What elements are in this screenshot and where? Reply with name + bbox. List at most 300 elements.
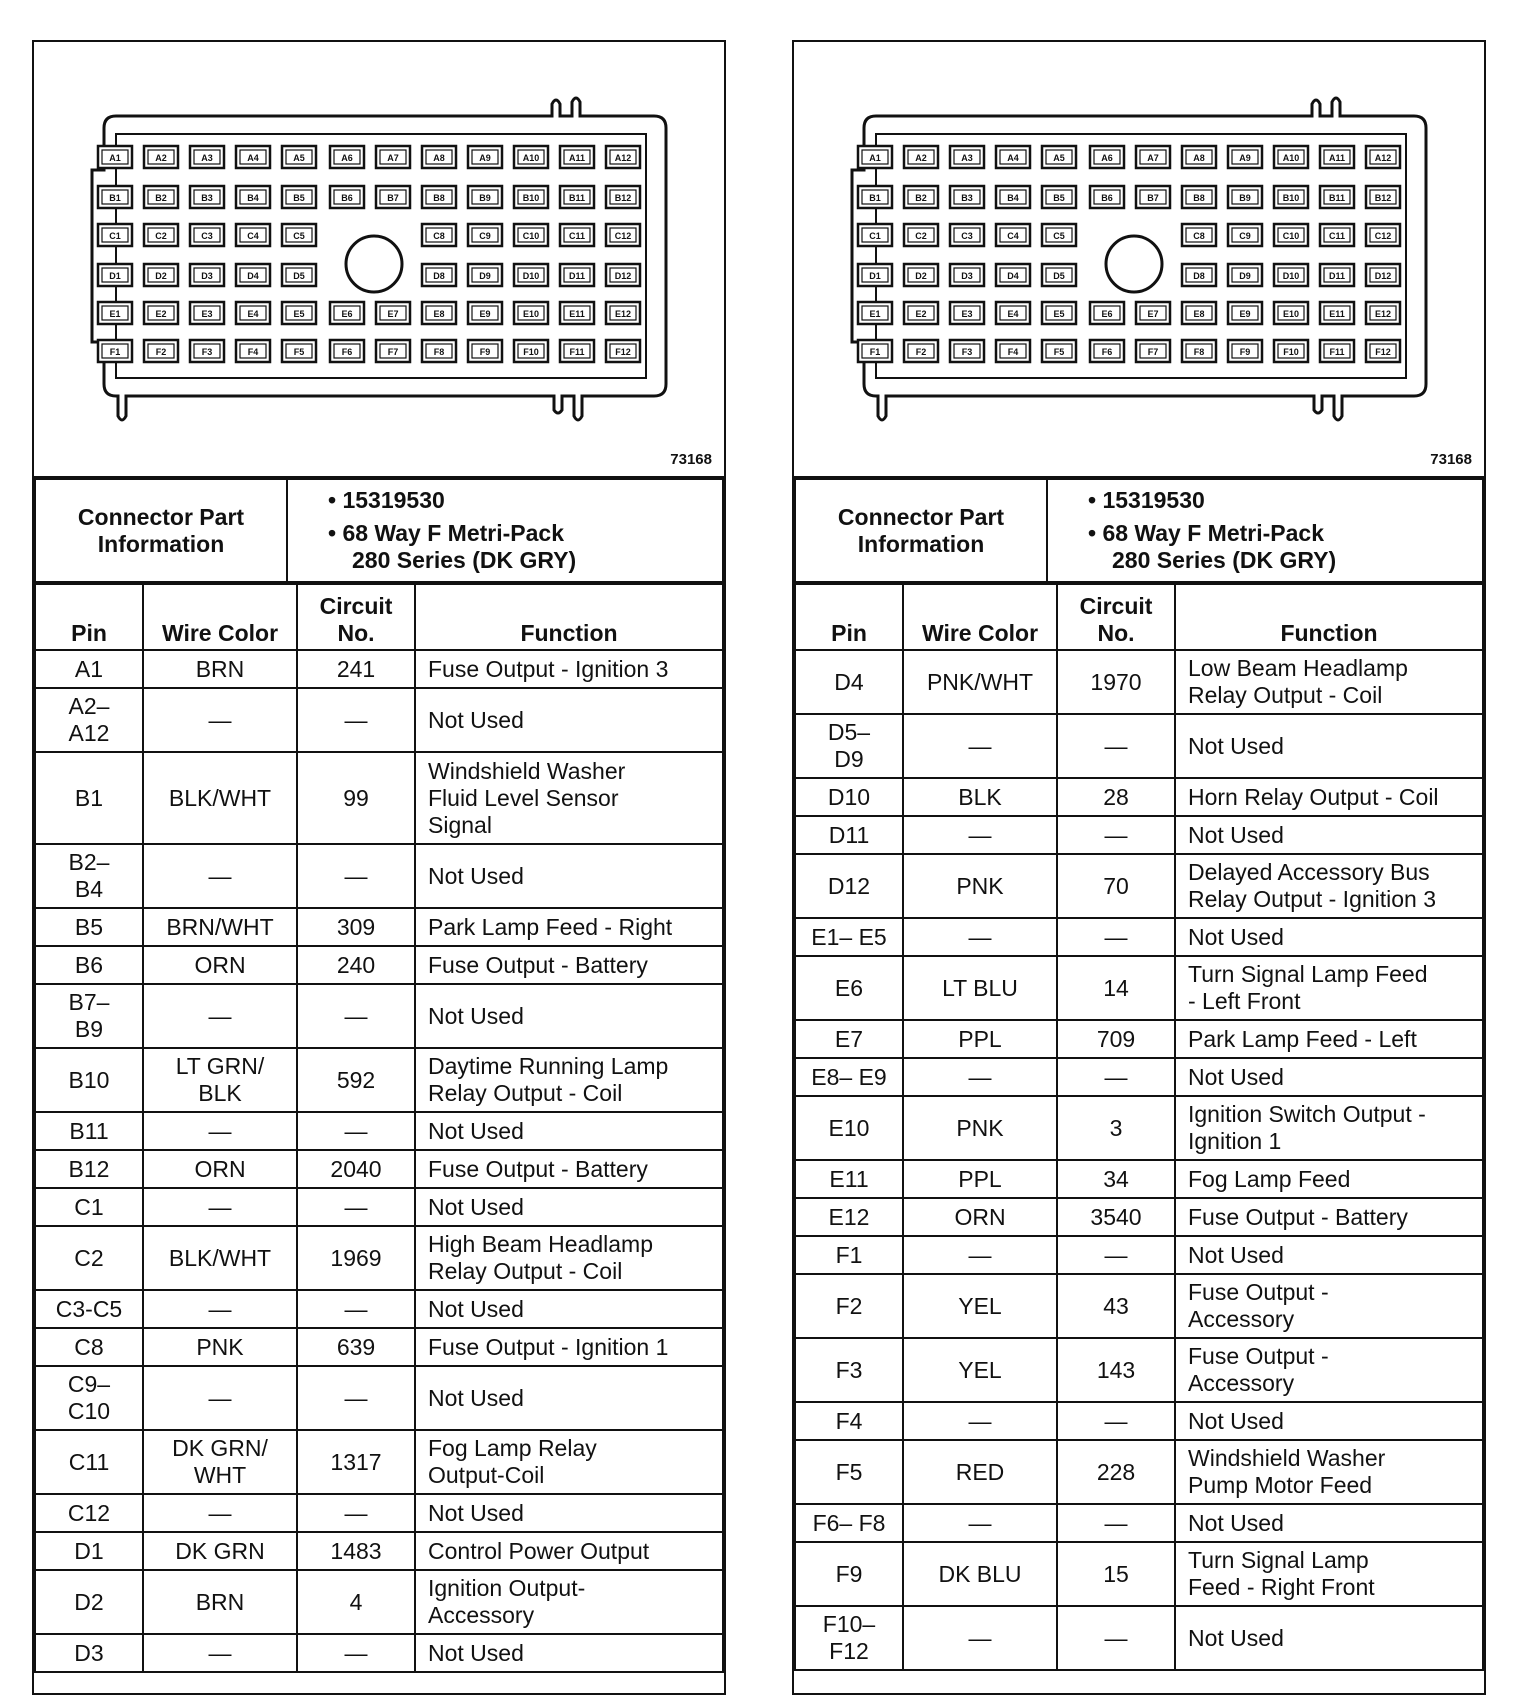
header-circuit-line: No. bbox=[1097, 620, 1135, 646]
table-row bbox=[35, 650, 723, 688]
pin-cavity-label: F4 bbox=[247, 347, 259, 357]
function-cell: Low Beam Headlamp Relay Output - Coil bbox=[1175, 650, 1483, 714]
pin-cavity-label: B12 bbox=[1374, 193, 1392, 203]
function-cell: Daytime Running Lamp Relay Output - Coil bbox=[415, 1048, 723, 1112]
table-row bbox=[35, 688, 723, 752]
circuit-cell: — bbox=[297, 688, 415, 752]
table-row bbox=[795, 1606, 1483, 1670]
pin-cavity-label: A2 bbox=[155, 153, 167, 163]
pin-cavity-label: B2 bbox=[915, 193, 927, 203]
circuit-cell: 1969 bbox=[297, 1226, 415, 1290]
wire-color-cell: RED bbox=[903, 1440, 1057, 1504]
pin-cavity-label: E3 bbox=[201, 309, 213, 319]
header-pin: Pin bbox=[795, 584, 903, 650]
header-wire-color: Wire Color bbox=[903, 584, 1057, 650]
header-circuit-line: Circuit bbox=[319, 593, 393, 619]
pin-cavity-label: F8 bbox=[1193, 347, 1205, 357]
circuit-cell: — bbox=[297, 1366, 415, 1430]
pin-cavity-label: D4 bbox=[247, 271, 259, 281]
pin-cell: B7– B9 bbox=[35, 984, 143, 1048]
wire-color-cell: — bbox=[903, 816, 1057, 854]
pin-cavity-label: C12 bbox=[614, 231, 632, 241]
table-row bbox=[795, 854, 1483, 918]
function-cell: Park Lamp Feed - Left bbox=[1175, 1020, 1483, 1058]
wire-color-cell: — bbox=[903, 1058, 1057, 1096]
pin-cell: E11 bbox=[795, 1160, 903, 1198]
pin-cavity-label: E7 bbox=[387, 309, 399, 319]
wire-color-cell: — bbox=[143, 1634, 297, 1672]
connector-center-hole bbox=[1106, 236, 1162, 292]
pin-cell: D10 bbox=[795, 778, 903, 816]
pin-cavity-label: C10 bbox=[1282, 231, 1300, 241]
pin-cavity-label: B6 bbox=[1101, 193, 1113, 203]
wire-color-cell: LT GRN/ BLK bbox=[143, 1048, 297, 1112]
pin-cavity-label: C11 bbox=[1328, 231, 1346, 241]
wire-color-cell: DK BLU bbox=[903, 1542, 1057, 1606]
pin-cell: D12 bbox=[795, 854, 903, 918]
header-circuit bbox=[1057, 584, 1175, 650]
pin-cavity-label: F3 bbox=[961, 347, 973, 357]
table-row bbox=[35, 946, 723, 984]
table-row bbox=[795, 714, 1483, 778]
pin-cell: D5– D9 bbox=[795, 714, 903, 778]
pin-cavity-label: D5 bbox=[293, 271, 305, 281]
wire-color-cell: LT BLU bbox=[903, 956, 1057, 1020]
pin-cell: D4 bbox=[795, 650, 903, 714]
pin-table-left bbox=[34, 583, 724, 1673]
connector-center-hole bbox=[346, 236, 402, 292]
function-cell: Ignition Output- Accessory bbox=[415, 1570, 723, 1634]
pin-cavity-label: F9 bbox=[479, 347, 491, 357]
table-row bbox=[795, 1440, 1483, 1504]
pin-cell: F4 bbox=[795, 1402, 903, 1440]
pin-cavity-label: F11 bbox=[1329, 347, 1345, 357]
function-cell: Not Used bbox=[1175, 714, 1483, 778]
circuit-cell: 1483 bbox=[297, 1532, 415, 1570]
pin-cavity-label: F5 bbox=[1053, 347, 1065, 357]
pin-cavity-label: E12 bbox=[1374, 309, 1392, 319]
circuit-cell: — bbox=[1057, 1402, 1175, 1440]
function-cell: Not Used bbox=[415, 688, 723, 752]
wire-color-cell: DK GRN bbox=[143, 1532, 297, 1570]
pin-cavity-label: B8 bbox=[1193, 193, 1205, 203]
function-cell: Fuse Output - Accessory bbox=[1175, 1274, 1483, 1338]
function-cell: Not Used bbox=[415, 844, 723, 908]
wire-color-cell: BRN bbox=[143, 650, 297, 688]
pin-cavity-label: A1 bbox=[869, 153, 881, 163]
pin-cavity-label: A8 bbox=[433, 153, 445, 163]
wire-color-cell: BRN/WHT bbox=[143, 908, 297, 946]
pin-cavity-label: C1 bbox=[109, 231, 121, 241]
circuit-cell: — bbox=[1057, 1606, 1175, 1670]
wire-color-cell: BLK/WHT bbox=[143, 752, 297, 844]
pin-cavity-label: B9 bbox=[479, 193, 491, 203]
wire-color-cell: — bbox=[143, 1112, 297, 1150]
pin-cavity-label: C3 bbox=[201, 231, 213, 241]
pin-cavity-label: E1 bbox=[109, 309, 121, 319]
pin-cavity-label: C3 bbox=[961, 231, 973, 241]
pin-cavity-label: F2 bbox=[155, 347, 167, 357]
function-cell: Not Used bbox=[415, 1366, 723, 1430]
pin-cell: B1 bbox=[35, 752, 143, 844]
pin-cavity-label: C8 bbox=[1193, 231, 1205, 241]
wire-color-cell: PNK bbox=[903, 854, 1057, 918]
wire-color-cell: — bbox=[143, 1494, 297, 1532]
pin-cell: B12 bbox=[35, 1150, 143, 1188]
wire-color-cell: — bbox=[903, 1504, 1057, 1542]
circuit-cell: 639 bbox=[297, 1328, 415, 1366]
pin-cavity-label: A5 bbox=[1053, 153, 1065, 163]
connector-series: 280 Series (DK GRY) bbox=[1112, 547, 1337, 573]
circuit-cell: 99 bbox=[297, 752, 415, 844]
circuit-cell: 28 bbox=[1057, 778, 1175, 816]
table-row bbox=[795, 956, 1483, 1020]
table-row bbox=[795, 918, 1483, 956]
pin-cavity-label: D1 bbox=[109, 271, 121, 281]
pin-cavity-label: E7 bbox=[1147, 309, 1159, 319]
pin-cavity-label: D11 bbox=[1328, 271, 1346, 281]
pin-cavity-label: F4 bbox=[1007, 347, 1019, 357]
pin-cavity-label: C5 bbox=[293, 231, 305, 241]
circuit-cell: 4 bbox=[297, 1570, 415, 1634]
circuit-cell: — bbox=[297, 1494, 415, 1532]
pin-cavity-label: C8 bbox=[433, 231, 445, 241]
circuit-cell: 143 bbox=[1057, 1338, 1175, 1402]
function-cell: Not Used bbox=[415, 984, 723, 1048]
pin-cavity-label: B5 bbox=[293, 193, 305, 203]
table-row bbox=[35, 1188, 723, 1226]
pin-cell: C1 bbox=[35, 1188, 143, 1226]
pin-cell: C11 bbox=[35, 1430, 143, 1494]
wire-color-cell: ORN bbox=[143, 1150, 297, 1188]
pin-cavity-label: D12 bbox=[614, 271, 632, 281]
pin-cell: A2– A12 bbox=[35, 688, 143, 752]
circuit-cell: — bbox=[1057, 1504, 1175, 1542]
circuit-cell: 709 bbox=[1057, 1020, 1175, 1058]
pin-cavity-label: D4 bbox=[1007, 271, 1019, 281]
connector-series: 280 Series (DK GRY) bbox=[352, 547, 577, 573]
pin-cavity-label: F3 bbox=[201, 347, 213, 357]
wire-color-cell: — bbox=[143, 688, 297, 752]
function-cell: Turn Signal Lamp Feed - Right Front bbox=[1175, 1542, 1483, 1606]
table-row bbox=[35, 1150, 723, 1188]
circuit-cell: — bbox=[297, 1290, 415, 1328]
function-cell: Ignition Switch Output - Ignition 1 bbox=[1175, 1096, 1483, 1160]
function-cell: Fuse Output - Battery bbox=[1175, 1198, 1483, 1236]
figure-number: 73168 bbox=[1430, 451, 1472, 468]
pin-cell: E12 bbox=[795, 1198, 903, 1236]
circuit-cell: 3540 bbox=[1057, 1198, 1175, 1236]
header-pin: Pin bbox=[35, 584, 143, 650]
label-line: Information bbox=[97, 530, 225, 557]
wire-color-cell: — bbox=[903, 1236, 1057, 1274]
pin-cavity-label: D2 bbox=[155, 271, 167, 281]
table-row bbox=[795, 1198, 1483, 1236]
pin-cavity-label: B7 bbox=[387, 193, 399, 203]
pin-cavity-label: B5 bbox=[1053, 193, 1065, 203]
pin-cavity-label: A10 bbox=[522, 153, 540, 163]
circuit-cell: — bbox=[1057, 816, 1175, 854]
label-line: Connector Part bbox=[837, 503, 1005, 530]
pin-cavity-label: E5 bbox=[1053, 309, 1065, 319]
pin-cell: F6– F8 bbox=[795, 1504, 903, 1542]
pin-cavity-label: D11 bbox=[568, 271, 586, 281]
pin-cell: D2 bbox=[35, 1570, 143, 1634]
pin-cavity-label: F9 bbox=[1239, 347, 1251, 357]
pin-cavity-label: E10 bbox=[522, 309, 540, 319]
function-cell: Delayed Accessory Bus Relay Output - Ignition 3 bbox=[1175, 854, 1483, 918]
pin-cavity-label: B2 bbox=[155, 193, 167, 203]
pin-cavity-label: E1 bbox=[869, 309, 881, 319]
wire-color-cell: BLK bbox=[903, 778, 1057, 816]
function-cell: Fuse Output - Ignition 1 bbox=[415, 1328, 723, 1366]
pin-cavity-label: B1 bbox=[109, 193, 121, 203]
connector-part-label bbox=[35, 479, 287, 582]
function-cell: Fuse Output - Battery bbox=[415, 946, 723, 984]
pin-cavity-label: E11 bbox=[1329, 309, 1345, 319]
wire-color-cell: BLK/WHT bbox=[143, 1226, 297, 1290]
pin-cavity-label: F12 bbox=[615, 347, 631, 357]
pin-cavity-label: B3 bbox=[961, 193, 973, 203]
pin-cavity-label: B10 bbox=[522, 193, 540, 203]
pin-cavity-label: D10 bbox=[522, 271, 540, 281]
pin-cavity-label: A11 bbox=[568, 153, 586, 163]
pin-cavity-label: E12 bbox=[614, 309, 632, 319]
wire-color-cell: PPL bbox=[903, 1160, 1057, 1198]
table-row bbox=[35, 1430, 723, 1494]
connector-diagram bbox=[34, 42, 724, 478]
pin-cavity-label: E10 bbox=[1282, 309, 1300, 319]
circuit-cell: — bbox=[297, 1112, 415, 1150]
circuit-cell: — bbox=[297, 1634, 415, 1672]
pin-cavity-label: D3 bbox=[961, 271, 973, 281]
table-row bbox=[35, 752, 723, 844]
pin-cell: B10 bbox=[35, 1048, 143, 1112]
wire-color-cell: — bbox=[143, 1188, 297, 1226]
pin-cell: B6 bbox=[35, 946, 143, 984]
pin-cavity-label: C2 bbox=[915, 231, 927, 241]
pin-cavity-label: F10 bbox=[1283, 347, 1299, 357]
connector-face-drawing bbox=[34, 42, 724, 476]
table-row bbox=[795, 1402, 1483, 1440]
pin-cavity-label: B8 bbox=[433, 193, 445, 203]
pin-cavity-label: E5 bbox=[293, 309, 305, 319]
pin-cavity-label: A8 bbox=[1193, 153, 1205, 163]
wire-color-cell: YEL bbox=[903, 1338, 1057, 1402]
function-cell: Not Used bbox=[415, 1188, 723, 1226]
pin-cell: F10– F12 bbox=[795, 1606, 903, 1670]
pin-cell: D3 bbox=[35, 1634, 143, 1672]
table-row bbox=[795, 1160, 1483, 1198]
wire-color-cell: — bbox=[903, 714, 1057, 778]
circuit-cell: 70 bbox=[1057, 854, 1175, 918]
pin-cavity-label: D3 bbox=[201, 271, 213, 281]
wire-color-cell: — bbox=[143, 984, 297, 1048]
function-cell: Not Used bbox=[1175, 1504, 1483, 1542]
pin-cavity-label: C9 bbox=[1239, 231, 1251, 241]
pin-cavity-label: A3 bbox=[201, 153, 213, 163]
pin-cell: F5 bbox=[795, 1440, 903, 1504]
function-cell: Not Used bbox=[1175, 1606, 1483, 1670]
wire-color-cell: — bbox=[143, 1366, 297, 1430]
function-cell: Horn Relay Output - Coil bbox=[1175, 778, 1483, 816]
header-circuit-line: No. bbox=[337, 620, 375, 646]
header-circuit-line: Circuit bbox=[1079, 593, 1153, 619]
function-cell: Not Used bbox=[1175, 1058, 1483, 1096]
function-cell: Fog Lamp Relay Output-Coil bbox=[415, 1430, 723, 1494]
pin-cavity-label: B11 bbox=[568, 193, 586, 203]
wire-color-cell: — bbox=[143, 844, 297, 908]
pin-cavity-label: C9 bbox=[479, 231, 491, 241]
circuit-cell: 15 bbox=[1057, 1542, 1175, 1606]
pin-cell: A1 bbox=[35, 650, 143, 688]
wire-color-cell: — bbox=[903, 918, 1057, 956]
pin-cavity-label: A3 bbox=[961, 153, 973, 163]
table-row bbox=[35, 1226, 723, 1290]
pin-cavity-label: D8 bbox=[1193, 271, 1205, 281]
connector-panel-left bbox=[32, 40, 726, 1695]
wire-color-cell: — bbox=[903, 1402, 1057, 1440]
circuit-cell: 1970 bbox=[1057, 650, 1175, 714]
pin-cavity-label: C4 bbox=[1007, 231, 1019, 241]
pin-cavity-label: B10 bbox=[1282, 193, 1300, 203]
wire-color-cell: PNK/WHT bbox=[903, 650, 1057, 714]
pin-cell: F9 bbox=[795, 1542, 903, 1606]
pin-cavity-label: A10 bbox=[1282, 153, 1300, 163]
connector-part-info bbox=[34, 478, 724, 583]
pin-cavity-label: B11 bbox=[1328, 193, 1346, 203]
pin-cavity-label: C4 bbox=[247, 231, 259, 241]
circuit-cell: — bbox=[1057, 1058, 1175, 1096]
pin-cavity-label: A9 bbox=[1239, 153, 1251, 163]
circuit-cell: — bbox=[1057, 1236, 1175, 1274]
pin-cavity-label: F10 bbox=[523, 347, 539, 357]
circuit-cell: 34 bbox=[1057, 1160, 1175, 1198]
pin-cavity-label: B7 bbox=[1147, 193, 1159, 203]
label-line: Information bbox=[857, 530, 985, 557]
pin-cavity-label: A7 bbox=[387, 153, 399, 163]
pin-cavity-label: F6 bbox=[1101, 347, 1113, 357]
pin-rows bbox=[795, 650, 1483, 1670]
function-cell: Windshield Washer Fluid Level Sensor Signal bbox=[415, 752, 723, 844]
table-row bbox=[35, 1634, 723, 1672]
function-cell: Fog Lamp Feed bbox=[1175, 1160, 1483, 1198]
pin-cavity-label: A12 bbox=[614, 153, 632, 163]
pin-cavity-label: C5 bbox=[1053, 231, 1065, 241]
circuit-cell: — bbox=[1057, 918, 1175, 956]
pin-cell: C12 bbox=[35, 1494, 143, 1532]
pin-cavity-label: F8 bbox=[433, 347, 445, 357]
part-number: • 15319530 bbox=[1088, 487, 1205, 513]
table-row bbox=[35, 1570, 723, 1634]
wire-color-cell: — bbox=[903, 1606, 1057, 1670]
connector-description: • 68 Way F Metri-Pack bbox=[328, 520, 565, 546]
wire-color-cell: ORN bbox=[143, 946, 297, 984]
pin-cavity-label: D12 bbox=[1374, 271, 1392, 281]
circuit-cell: 240 bbox=[297, 946, 415, 984]
circuit-cell: 3 bbox=[1057, 1096, 1175, 1160]
function-cell: Not Used bbox=[415, 1290, 723, 1328]
header-wire-color: Wire Color bbox=[143, 584, 297, 650]
pin-cavity-label: C11 bbox=[568, 231, 586, 241]
pin-cell: D1 bbox=[35, 1532, 143, 1570]
header-function: Function bbox=[1175, 584, 1483, 650]
pin-cavity-label: E9 bbox=[1239, 309, 1251, 319]
wire-color-cell: PPL bbox=[903, 1020, 1057, 1058]
pin-cavity-label: C2 bbox=[155, 231, 167, 241]
pin-cavity-label: A11 bbox=[1328, 153, 1346, 163]
pin-cavity-label: F11 bbox=[569, 347, 585, 357]
wire-color-cell: PNK bbox=[903, 1096, 1057, 1160]
function-cell: Not Used bbox=[415, 1634, 723, 1672]
table-row bbox=[795, 1236, 1483, 1274]
connector-part-values bbox=[287, 479, 723, 582]
circuit-cell: 43 bbox=[1057, 1274, 1175, 1338]
pin-cell: B2– B4 bbox=[35, 844, 143, 908]
circuit-cell: — bbox=[1057, 714, 1175, 778]
connector-description: • 68 Way F Metri-Pack bbox=[1088, 520, 1325, 546]
table-row bbox=[35, 1112, 723, 1150]
pin-cell: D11 bbox=[795, 816, 903, 854]
pin-cell: C8 bbox=[35, 1328, 143, 1366]
circuit-cell: 2040 bbox=[297, 1150, 415, 1188]
circuit-cell: 592 bbox=[297, 1048, 415, 1112]
pin-cavity-label: C10 bbox=[522, 231, 540, 241]
pin-cell: E6 bbox=[795, 956, 903, 1020]
pin-cavity-label: B12 bbox=[614, 193, 632, 203]
table-row bbox=[35, 984, 723, 1048]
label-line: Connector Part bbox=[77, 503, 245, 530]
pin-cavity-label: A4 bbox=[1007, 153, 1019, 163]
pin-cavity-label: A6 bbox=[1101, 153, 1113, 163]
circuit-cell: 309 bbox=[297, 908, 415, 946]
pin-cavity-label: E2 bbox=[915, 309, 927, 319]
pin-cavity-label: B9 bbox=[1239, 193, 1251, 203]
function-cell: Not Used bbox=[1175, 816, 1483, 854]
connector-diagram bbox=[794, 42, 1484, 478]
pin-cell: E1– E5 bbox=[795, 918, 903, 956]
pin-cavity-label: E4 bbox=[1007, 309, 1019, 319]
pin-cell: B5 bbox=[35, 908, 143, 946]
pin-cavity-label: A2 bbox=[915, 153, 927, 163]
function-cell: Not Used bbox=[415, 1112, 723, 1150]
pin-cavity-label: F1 bbox=[109, 347, 121, 357]
pin-cell: E7 bbox=[795, 1020, 903, 1058]
table-row bbox=[795, 1020, 1483, 1058]
pin-cavity-label: F7 bbox=[387, 347, 399, 357]
circuit-cell: — bbox=[297, 844, 415, 908]
pin-cavity-label: E11 bbox=[569, 309, 585, 319]
circuit-cell: 228 bbox=[1057, 1440, 1175, 1504]
table-row bbox=[35, 1366, 723, 1430]
pin-cavity-label: B6 bbox=[341, 193, 353, 203]
pin-cavity-label: A1 bbox=[109, 153, 121, 163]
pin-cavity-label: E8 bbox=[433, 309, 445, 319]
connector-face-drawing bbox=[794, 42, 1484, 476]
pin-cavity-label: E2 bbox=[155, 309, 167, 319]
pin-cell: E8– E9 bbox=[795, 1058, 903, 1096]
pin-cavity-label: F5 bbox=[293, 347, 305, 357]
function-cell: Not Used bbox=[1175, 918, 1483, 956]
table-row bbox=[35, 1048, 723, 1112]
pin-cavity-label: E3 bbox=[961, 309, 973, 319]
pin-cell: E10 bbox=[795, 1096, 903, 1160]
header-function: Function bbox=[415, 584, 723, 650]
pin-cavity-label: F7 bbox=[1147, 347, 1159, 357]
pin-cavity-label: D10 bbox=[1282, 271, 1300, 281]
circuit-cell: 241 bbox=[297, 650, 415, 688]
circuit-cell: — bbox=[297, 1188, 415, 1226]
